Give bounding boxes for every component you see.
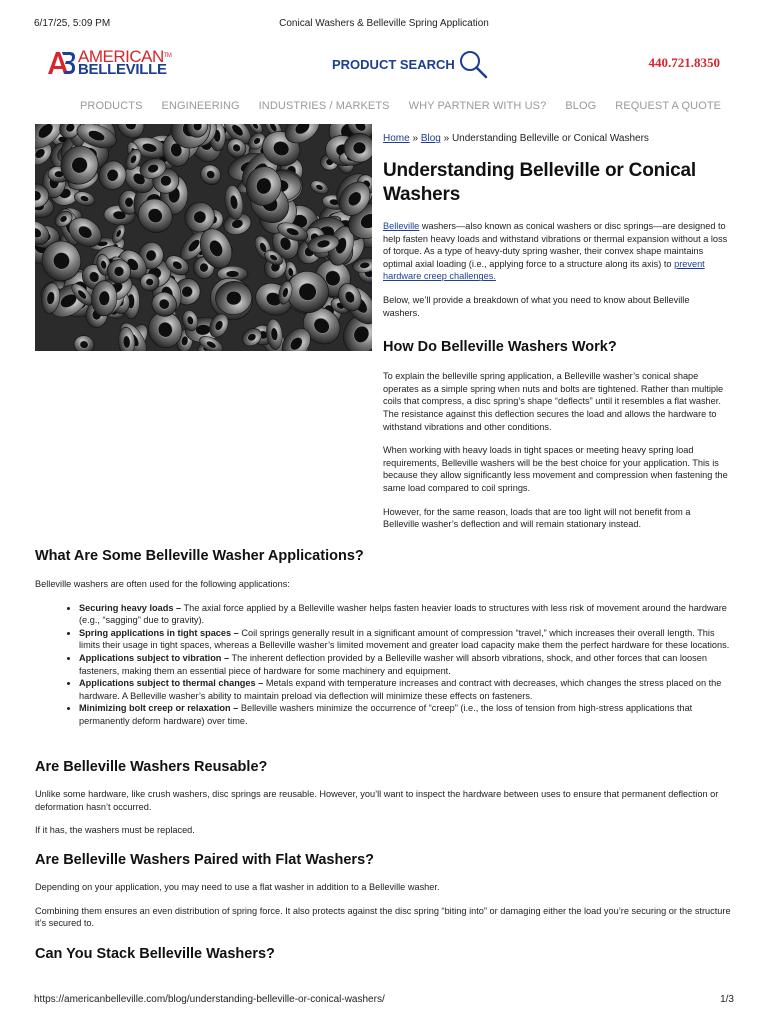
main-nav (80, 100, 740, 112)
flat-paragraph-1: Depending on your application, you may need to use a flat washer in addition to a Belleville washer. (35, 882, 440, 892)
work-paragraph-3: However, for the same reason, loads that are too light will not benefit from a Belleville washer’s deflection and will remain stationary instead. (383, 506, 691, 530)
logo-line1: AMERICAN (78, 47, 164, 66)
product-search-label: PRODUCT SEARCH (332, 56, 455, 72)
print-page-number: 1/3 (720, 994, 734, 1005)
nav-item-industries[interactable]: INDUSTRIES / MARKETS (258, 100, 390, 112)
print-date: 6/17/25, 5:09 PM (34, 18, 111, 29)
applications-section (35, 548, 735, 728)
reusable-section (35, 759, 735, 837)
section-heading-reusable: Are Belleville Washers Reusable? (35, 759, 268, 775)
list-item: • Securing heavy loads – The axial force applied by a Belleville washer helps fasten heavier loads to structures with less risk of movement around the hardware (e.g., “sagging” due to gravity). (79, 602, 735, 627)
nav-item-why-partner[interactable]: WHY PARTNER WITH US? (408, 100, 547, 112)
print-footer (34, 994, 734, 1006)
reusable-paragraph-1: Unlike some hardware, like crush washers, disc springs are reusable. However, you’ll want to inspect the hardware between uses to ensure that permanent deflection or deformation hasn’t occurred. (35, 789, 719, 812)
article-header-column (383, 133, 728, 531)
nav-item-engineering[interactable]: ENGINEERING (161, 100, 240, 112)
search-icon (458, 49, 488, 79)
belleville-link[interactable]: Belleville (383, 221, 420, 231)
logo-mark-icon (46, 48, 76, 78)
section-heading-applications: What Are Some Belleville Washer Applications? (35, 548, 364, 564)
list-item: • Spring applications in tight spaces – Coil springs generally result in a significant amount of compression “travel,” which increases their overall length. This limits their usage in tight spaces, whereas a Belleville washer’s limited movement and greater load capacity make them the perfect hardware for these locations. (79, 627, 735, 652)
print-header (34, 18, 734, 32)
list-item: • Applications subject to thermal changes – Metals expand with temperature increases and contract with decreases, which changes the stress placed on the hardware. A Belleville washer’s ability to maintain preload via deflection will minimize these effects on fasteners. (79, 677, 735, 702)
breakdown-paragraph: Below, we’ll provide a breakdown of what you need to know about Belleville washers. (383, 294, 690, 318)
list-item: • Minimizing bolt creep or relaxation – Belleville washers minimize the occurrence of “creep” (i.e., the loss of tension from high-stress applications that permanently deform hardware) over time. (79, 702, 735, 727)
breadcrumb-home[interactable]: Home (383, 133, 410, 144)
intro-paragraph: Belleville washers—also known as conical washers or disc springs—are designed to help fasten heavy loads and withstand vibrations or thermal expansion without a loss of torque. As a type of heavy-duty spring washer, their convex shape maintains optimal axial loading (i.e., applying force to a structure along its axis) to prevent hardware creep challenges. (383, 221, 728, 282)
stack-section (35, 946, 735, 962)
logo[interactable] (46, 48, 171, 78)
flat-paragraph-2: Combining them ensures an even distribution of spring force. It also protects against the disc spring “biting into” or damaging either the load you’re securing or the structure it’s secured to. (35, 905, 731, 929)
phone-link[interactable]: 440.721.8350 (648, 55, 720, 70)
logo-tm: TM (163, 53, 172, 59)
print-title: Conical Washers & Belleville Spring Application (279, 18, 489, 29)
flat-washers-section (35, 852, 735, 930)
section-heading-stack: Can You Stack Belleville Washers? (35, 946, 275, 962)
work-paragraph-1: To explain the belleville spring application, a Belleville washer’s conical shape operates as a simple spring when nuts and bolts are tightened. Rather than multiple coils that compress, a disc spring’s shape “deflects” until it resembles a flat washer. The resistance against this deflection secures the load and allows the hardware to withstand vibrations and other conditions. (383, 371, 724, 432)
work-paragraph-2: When working with heavy loads in tight spaces or meeting heavy spring load requirements, Belleville washers will be the best choice for your application. This is because they allow significantly less movement and compression when fastening the same load compared to coil springs. (383, 445, 728, 493)
applications-intro: Belleville washers are often used for the following applications: (35, 579, 290, 589)
reusable-paragraph-2: If it has, the washers must be replaced. (35, 825, 195, 836)
nav-item-products[interactable]: PRODUCTS (80, 100, 143, 112)
page-title: Understanding Belleville or Conical Washers (383, 160, 696, 205)
hero-image (35, 124, 372, 351)
nav-item-blog[interactable]: BLOG (565, 100, 597, 112)
list-item: • Applications subject to vibration – The inherent deflection provided by a Belleville washer will absorb vibrations, shock, and other forces that can loosen fasteners, making them an essential piece of hardware for some machinery and equipment. (79, 652, 735, 677)
site-header (34, 44, 734, 90)
section-heading-how-work: How Do Belleville Washers Work? (383, 339, 617, 356)
product-search-button[interactable] (332, 49, 488, 79)
breadcrumb: Home » Blog » Understanding Belleville or Conical Washers (383, 133, 649, 144)
logo-line2: BELLEVILLE (78, 61, 167, 78)
creep-challenges-link[interactable]: prevent hardware creep challenges. (383, 258, 705, 282)
applications-list (79, 602, 735, 728)
print-url: https://americanbelleville.com/blog/understanding-belleville-or-conical-washers/ (34, 994, 385, 1005)
nav-item-request-quote[interactable]: REQUEST A QUOTE (615, 100, 722, 112)
breadcrumb-current: Understanding Belleville or Conical Washers (451, 133, 649, 144)
section-heading-flat-washers: Are Belleville Washers Paired with Flat Washers? (35, 852, 374, 868)
breadcrumb-blog[interactable]: Blog (420, 133, 441, 144)
